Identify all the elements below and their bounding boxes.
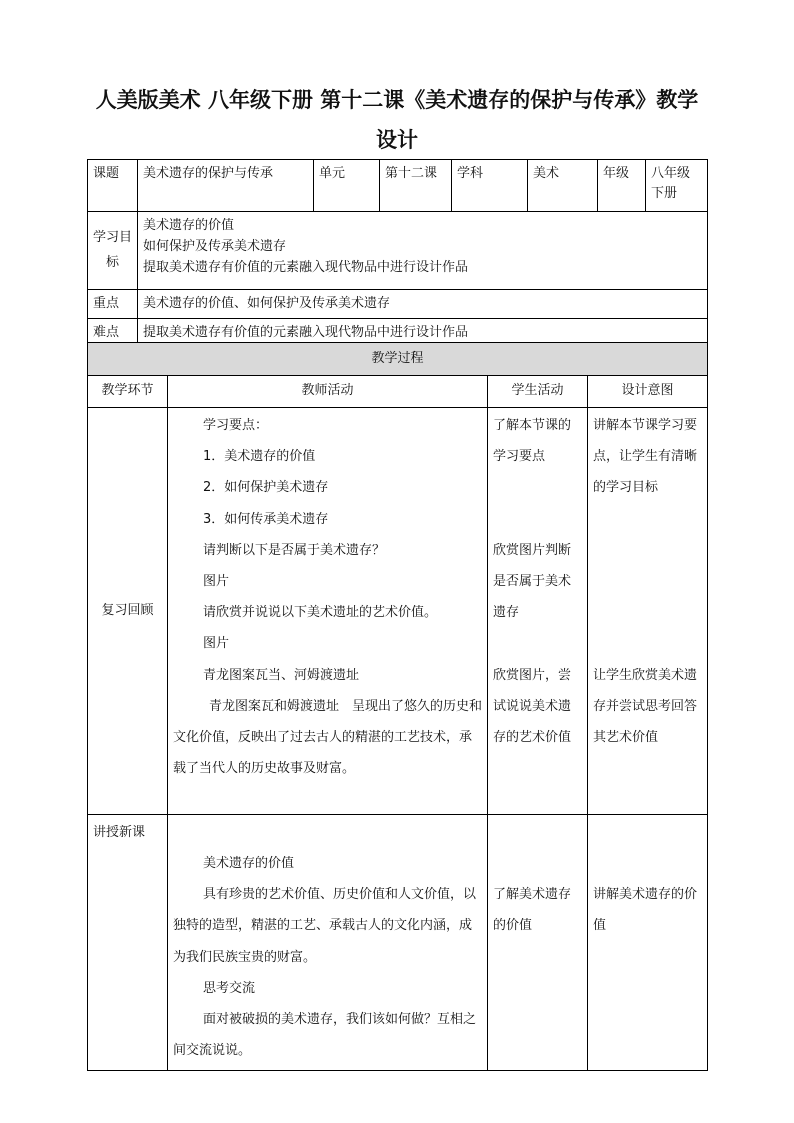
student-text: 了解本节课的学习要点 <box>493 418 572 465</box>
newlesson-student-activity <box>488 815 588 1071</box>
unit-value: 第十二课 <box>380 160 452 212</box>
newlesson-design-intent <box>588 815 708 1071</box>
student-text: 欣赏图片判断是否属于美术遗存 <box>493 542 572 621</box>
subject-label: 学科 <box>452 160 528 212</box>
goal-item: 如何保护及传承美术遗存 <box>143 238 287 254</box>
teacher-line: 2．如何保护美术遗存 <box>203 480 329 496</box>
header-teacher: 教师活动 <box>168 376 488 408</box>
review-teacher-activity <box>168 408 488 815</box>
newlesson-stage: 讲授新课 <box>88 815 168 1071</box>
teacher-line: 请欣赏并说说以下美术遗址的艺术价值。 <box>203 605 438 621</box>
student-text: 了解美术遗存的价值 <box>493 887 572 934</box>
review-design-intent <box>588 408 708 815</box>
topic-label: 课题 <box>88 160 138 212</box>
teacher-line: 学习要点： <box>203 418 269 433</box>
document-title-line1: 人美版美术 八年级下册 第十二课《美术遗存的保护与传承》教学 <box>95 87 699 112</box>
newlesson-teacher-activity <box>168 815 488 1071</box>
teacher-line: 3．如何传承美术遗存 <box>203 511 329 527</box>
header-stage: 教学环节 <box>88 376 168 408</box>
grade-value: 八年级下册 <box>646 160 708 212</box>
document-title-line2: 设计 <box>376 127 418 152</box>
topic-value: 美术遗存的保护与传承 <box>138 160 314 212</box>
student-text: 欣赏图片，尝试说说美术遗存的艺术价值 <box>493 667 572 745</box>
difficult-label: 难点 <box>88 319 138 348</box>
teacher-line: 青龙图案瓦当、河姆渡遗址 <box>203 667 360 683</box>
unit-label: 单元 <box>314 160 380 212</box>
teacher-heading: 美术遗存的价值 <box>203 856 295 871</box>
subject-value: 美术 <box>528 160 598 212</box>
teacher-paragraph: 青龙图案瓦和姆渡遗址 呈现出了悠久的历史和文化价值，反映出了过去古人的精湛的工艺技术，承载了当代人的历史故事及财富。 <box>173 698 483 777</box>
teacher-line: 1．美术遗存的价值 <box>203 449 316 465</box>
key-label: 重点 <box>88 290 138 319</box>
goals-cell <box>138 212 708 290</box>
intent-text: 讲解美术遗存的价值 <box>593 887 698 934</box>
teacher-line: 图片 <box>203 573 230 589</box>
intent-text: 让学生欣赏美术遗存并尝试思考回答其艺术价值 <box>593 667 698 745</box>
review-stage: 复习回顾 <box>88 408 168 815</box>
teacher-heading: 思考交流 <box>203 980 256 996</box>
teacher-paragraph: 面对被破损的美术遗存，我们该如何做？互相之间交流说说。 <box>173 1011 477 1059</box>
teaching-process-table <box>87 342 708 1071</box>
grade-label: 年级 <box>598 160 646 212</box>
process-heading: 教学过程 <box>88 343 708 376</box>
intent-text: 讲解本节课学习要点，让学生有清晰的学习目标 <box>593 418 698 496</box>
difficult-value: 提取美术遗存有价值的元素融入现代物品中进行设计作品 <box>138 319 708 348</box>
lesson-info-table <box>87 159 708 348</box>
goal-item: 提取美术遗存有价值的元素融入现代物品中进行设计作品 <box>143 259 469 275</box>
header-intent: 设计意图 <box>588 376 708 408</box>
key-value: 美术遗存的价值、如何保护及传承美术遗存 <box>138 290 708 319</box>
header-student: 学生活动 <box>488 376 588 408</box>
teacher-line: 图片 <box>203 636 230 652</box>
review-student-activity <box>488 408 588 815</box>
goals-label: 学习目标 <box>88 212 138 290</box>
teacher-line: 请判断以下是否属于美术遗存？ <box>203 542 386 558</box>
goal-item: 美术遗存的价值 <box>143 218 235 233</box>
teacher-paragraph: 具有珍贵的艺术价值、历史价值和人文价值，以独特的造型，精湛的工艺、承载古人的文化内涵，成为我们民族宝贵的财富。 <box>173 887 477 965</box>
